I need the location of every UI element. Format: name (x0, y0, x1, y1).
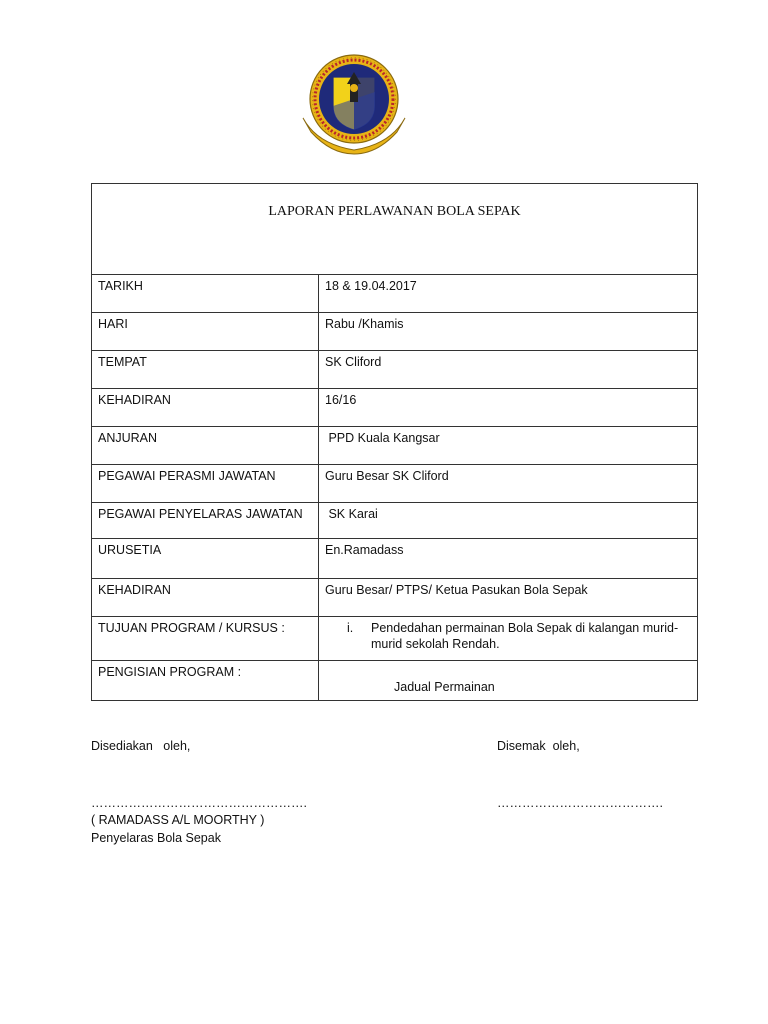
row-label: KEHADIRAN (92, 389, 319, 427)
table-row (92, 427, 698, 465)
row-label: ANJURAN (92, 427, 319, 465)
purpose-label: TUJUAN PROGRAM / KURSUS : (92, 617, 319, 661)
table-row (92, 389, 698, 427)
school-crest-logo (297, 44, 411, 158)
table-row (92, 275, 698, 313)
row-label: HARI (92, 313, 319, 351)
row-value: SK Karai (319, 503, 698, 539)
row-value: PPD Kuala Kangsar (319, 427, 698, 465)
checked-signature-line: …………………………………. (497, 796, 663, 810)
row-value: 18 & 19.04.2017 (319, 275, 698, 313)
school-crest-icon (297, 44, 411, 158)
table-row (92, 313, 698, 351)
prepared-by-role: Penyelaras Bola Sepak (91, 831, 221, 845)
program-value: Jadual Permainan (394, 680, 495, 694)
report-table (91, 183, 698, 701)
row-label: PEGAWAI PERASMI JAWATAN (92, 465, 319, 503)
table-row (92, 539, 698, 579)
table-row (92, 351, 698, 389)
purpose-numeral: i. (347, 621, 354, 635)
row-value: SK Cliford (319, 351, 698, 389)
prepared-by-label: Disediakan oleh, (91, 739, 191, 753)
table-row (92, 465, 698, 503)
row-label: PEGAWAI PENYELARAS JAWATAN (92, 503, 319, 539)
row-value: Guru Besar/ PTPS/ Ketua Pasukan Bola Sepak (319, 579, 698, 617)
row-value: Guru Besar SK Cliford (319, 465, 698, 503)
program-cell (319, 661, 698, 701)
report-title: LAPORAN PERLAWANAN BOLA SEPAK (92, 184, 698, 275)
prepared-signature-line: ……………………………………………. (91, 796, 307, 810)
row-value: Rabu /Khamis (319, 313, 698, 351)
table-row (92, 503, 698, 539)
row-label: TARIKH (92, 275, 319, 313)
checked-by-label: Disemak oleh, (497, 739, 580, 753)
title-row (92, 184, 698, 275)
purpose-item (325, 620, 691, 652)
row-value: 16/16 (319, 389, 698, 427)
table-row (92, 579, 698, 617)
prepared-by-name: ( RAMADASS A/L MOORTHY ) (91, 813, 265, 827)
program-row (92, 661, 698, 701)
row-label: TEMPAT (92, 351, 319, 389)
program-label: PENGISIAN PROGRAM : (92, 661, 319, 701)
row-label: URUSETIA (92, 539, 319, 579)
row-label: KEHADIRAN (92, 579, 319, 617)
purpose-cell (319, 617, 698, 661)
purpose-text: Pendedahan permainan Bola Sepak di kalangan murid-murid sekolah Rendah. (371, 621, 679, 651)
row-value: En.Ramadass (319, 539, 698, 579)
purpose-row (92, 617, 698, 661)
